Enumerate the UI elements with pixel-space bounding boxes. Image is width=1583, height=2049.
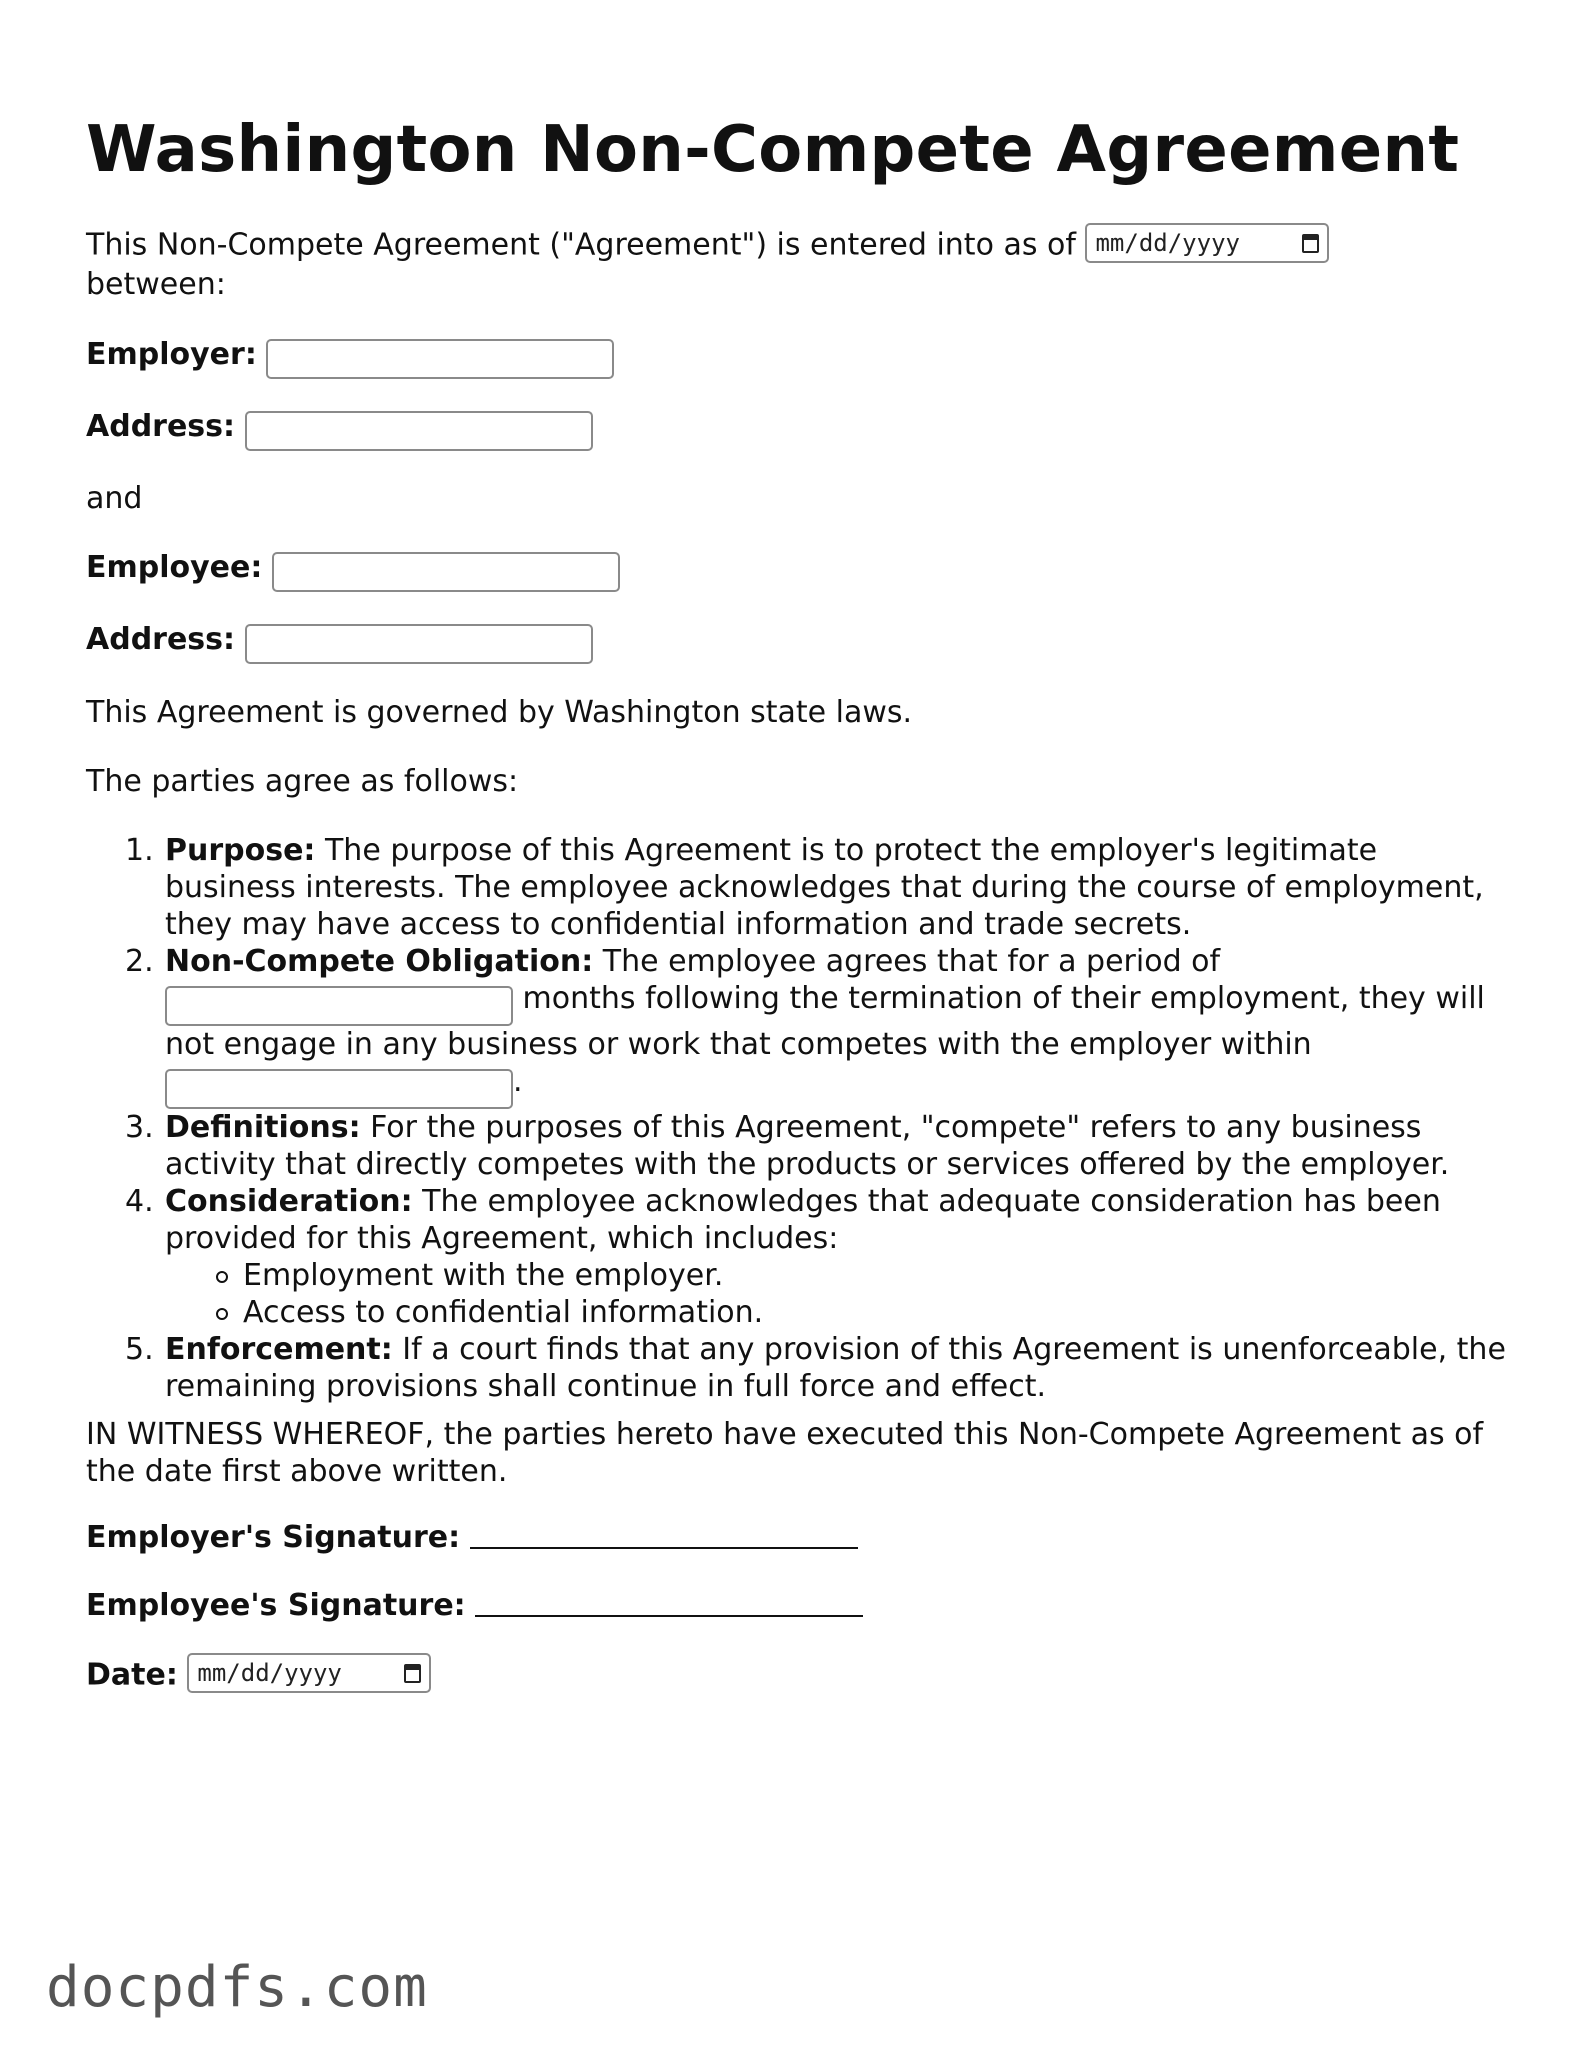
term-definitions — [165, 1109, 1506, 1183]
employee-address-row — [86, 621, 1506, 664]
term-enforcement-heading: Enforcement: — [165, 1332, 393, 1367]
employer-address-input[interactable] — [245, 411, 593, 451]
term-purpose — [165, 832, 1506, 943]
term-noncompete — [165, 943, 1506, 1109]
term-noncompete-text-b: months following the termination of their employment, they will not engage in any business or work that competes with the employer within — [165, 981, 1485, 1062]
document-title: Washington Non-Compete Agreement — [86, 113, 1460, 187]
employee-address-label: Address: — [86, 622, 236, 657]
term-consideration — [165, 1183, 1506, 1331]
noncompete-area-input[interactable] — [165, 1069, 513, 1109]
consideration-list — [165, 1257, 1506, 1331]
witness-text: IN WITNESS WHEREOF, the parties hereto have executed this Non-Compete Agreement as of the date first above written. — [86, 1417, 1484, 1489]
term-enforcement-text: If a court finds that any provision of this Agreement is unenforceable, the remaining provisions shall continue in full force and effect. — [165, 1332, 1506, 1404]
date-row — [86, 1656, 1506, 1696]
watermark: docpdfs.com — [46, 1955, 428, 2020]
term-noncompete-text-c: . — [513, 1064, 523, 1099]
employee-label: Employee: — [86, 550, 263, 585]
term-noncompete-text-a: The employee agrees that for a period of — [602, 944, 1221, 979]
calendar-icon[interactable] — [1302, 234, 1319, 253]
employer-signature-label: Employer's Signature: — [86, 1520, 461, 1555]
employer-label: Employer: — [86, 337, 257, 372]
intro-paragraph — [86, 226, 1506, 303]
agreement-date-input[interactable] — [1085, 223, 1329, 263]
term-consideration-text: The employee acknowledges that adequate consideration has been provided for this Agreement, which includes: — [165, 1184, 1441, 1256]
terms-section — [86, 832, 1506, 1405]
date-label: Date: — [86, 1657, 178, 1693]
employee-signature-line[interactable] — [475, 1587, 863, 1617]
employee-address-input[interactable] — [245, 624, 593, 664]
term-purpose-heading: Purpose: — [165, 833, 316, 868]
calendar-icon[interactable] — [404, 1664, 421, 1683]
consideration-item: Employment with the employer. — [243, 1257, 1506, 1294]
employer-input[interactable] — [266, 339, 614, 379]
signature-date-placeholder: mm/dd/yyyy — [197, 1658, 342, 1687]
intro-text: This Non-Compete Agreement ("Agreement") is entered into as of — [86, 227, 1076, 263]
noncompete-months-input[interactable] — [165, 986, 513, 1026]
employee-input[interactable] — [272, 552, 620, 592]
employer-address-row — [86, 408, 1506, 451]
parties-agree-text: The parties agree as follows: — [86, 764, 519, 799]
term-definitions-text: For the purposes of this Agreement, "compete" refers to any business activity that directly competes with the products or services offered by the employer. — [165, 1110, 1450, 1182]
term-noncompete-heading: Non-Compete Obligation: — [165, 944, 594, 979]
employee-signature-label: Employee's Signature: — [86, 1588, 466, 1623]
employee-row — [86, 549, 1506, 592]
terms-list — [86, 832, 1506, 1405]
term-definitions-heading: Definitions: — [165, 1110, 361, 1145]
employer-signature-line[interactable] — [470, 1519, 858, 1549]
term-purpose-text: The purpose of this Agreement is to protect the employer's legitimate business interests. The employee acknowledges that during the course of employment, they may have access to confidential information and trade secrets. — [165, 833, 1484, 942]
term-enforcement — [165, 1331, 1506, 1405]
consideration-item: Access to confidential information. — [243, 1294, 1506, 1331]
governed-text: This Agreement is governed by Washington state laws. — [86, 695, 913, 730]
agreement-date-placeholder: mm/dd/yyyy — [1095, 228, 1240, 257]
employer-address-label: Address: — [86, 409, 236, 444]
employee-signature-row — [86, 1587, 1506, 1624]
intro-end-text: between: — [86, 267, 226, 302]
term-consideration-heading: Consideration: — [165, 1184, 413, 1219]
and-text: and — [86, 481, 143, 516]
employer-signature-row — [86, 1519, 1506, 1556]
signature-date-input[interactable] — [187, 1653, 431, 1693]
employer-row — [86, 336, 1506, 379]
